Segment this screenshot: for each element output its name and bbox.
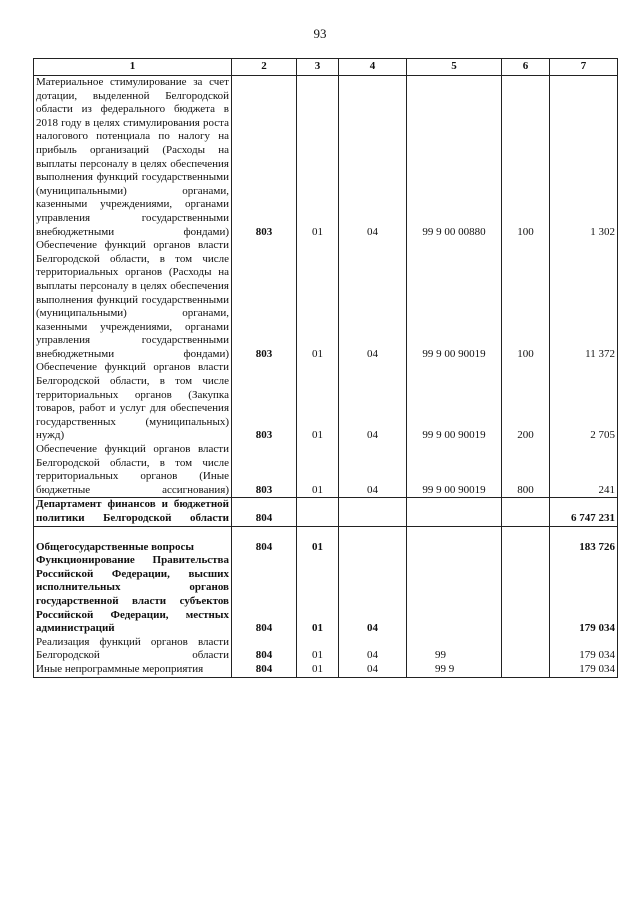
table-header-row — [34, 59, 618, 76]
table-row — [34, 663, 618, 677]
column-header: 3 — [297, 59, 339, 76]
cell-expense-type: 100 — [502, 239, 550, 361]
row-description: Материальное стимулирование за счет дотации, выделенной Белгородской области из федерального бюджета в 2018 году в целях стимулирования роста налогового потенциала по налогу на прибыль организаций (Расходы на выплаты персоналу в целях обеспечения выполнения функций государственными (муниципальными) органами, казенными учреждениями, органами управления государственными внебюджетными фондами) — [34, 76, 232, 240]
column-header: 4 — [339, 59, 407, 76]
table-row — [34, 541, 618, 555]
cell-target-article: 99 9 00 90019 — [407, 361, 502, 443]
cell-admin-code: 803 — [232, 361, 297, 443]
cell-target-article: 99 — [407, 636, 502, 663]
row-description: Иные непрограммные мероприятия — [34, 663, 232, 677]
cell-target-article: 99 9 00 90019 — [407, 239, 502, 361]
cell-expense-type: 100 — [502, 76, 550, 240]
spacer-row — [34, 526, 618, 541]
column-header: 5 — [407, 59, 502, 76]
cell-expense-type — [502, 663, 550, 677]
row-description: Функционирование Правительства Российской Федерации, высших исполнительных органов государственной власти субъектов Российской Федерации, местных администраций — [34, 554, 232, 636]
cell-expense-type — [502, 636, 550, 663]
column-header: 7 — [550, 59, 618, 76]
table-row — [34, 554, 618, 636]
cell-amount: 2 705 — [550, 361, 618, 443]
cell-expense-type — [502, 554, 550, 636]
cell-admin-code: 804 — [232, 554, 297, 636]
budget-table — [33, 58, 618, 678]
cell-target-article — [407, 498, 502, 526]
cell-admin-code: 803 — [232, 239, 297, 361]
row-description: Обеспечение функций органов власти Белгородской области, в том числе территориальных органов (Иные бюджетные ассигнования) — [34, 443, 232, 498]
table-row — [34, 361, 618, 443]
cell-amount: 183 726 — [550, 541, 618, 555]
cell-section: 01 — [297, 239, 339, 361]
cell-section: 01 — [297, 361, 339, 443]
cell-section: 01 — [297, 76, 339, 240]
cell-target-article: 99 9 — [407, 663, 502, 677]
cell-amount: 179 034 — [550, 554, 618, 636]
cell-admin-code: 804 — [232, 498, 297, 526]
column-header: 6 — [502, 59, 550, 76]
cell-subsection: 04 — [339, 663, 407, 677]
cell-expense-type — [502, 498, 550, 526]
cell-target-article — [407, 554, 502, 636]
cell-section: 01 — [297, 663, 339, 677]
cell-section: 01 — [297, 554, 339, 636]
cell-expense-type — [502, 541, 550, 555]
cell-subsection — [339, 498, 407, 526]
cell-target-article — [407, 541, 502, 555]
table-row — [34, 498, 618, 526]
cell-admin-code: 804 — [232, 541, 297, 555]
row-description: Обеспечение функций органов власти Белгородской области, в том числе территориальных органов (Расходы на выплаты персоналу в целях обеспечения выполнения функций государственными (муниципальными) органами, казенными учреждениями, органами управления государственными внебюджетными фондами) — [34, 239, 232, 361]
cell-amount: 1 302 — [550, 76, 618, 240]
cell-section: 01 — [297, 443, 339, 498]
table-row — [34, 636, 618, 663]
cell-amount: 6 747 231 — [550, 498, 618, 526]
cell-subsection: 04 — [339, 76, 407, 240]
cell-subsection — [339, 541, 407, 555]
column-header: 1 — [34, 59, 232, 76]
cell-subsection: 04 — [339, 636, 407, 663]
cell-subsection: 04 — [339, 239, 407, 361]
cell-admin-code: 804 — [232, 636, 297, 663]
cell-target-article: 99 9 00 90019 — [407, 443, 502, 498]
page-number: 93 — [313, 26, 327, 41]
row-description: Департамент финансов и бюджетной политики Белгородской области — [34, 498, 232, 526]
table-row — [34, 443, 618, 498]
row-description: Реализация функций органов власти Белгородской области — [34, 636, 232, 663]
cell-amount: 179 034 — [550, 636, 618, 663]
row-description: Обеспечение функций органов власти Белгородской области, в том числе территориальных органов (Закупка товаров, работ и услуг для обеспечения государственных (муниципальных) нужд) — [34, 361, 232, 443]
row-description: Общегосударственные вопросы — [34, 541, 232, 555]
cell-admin-code: 803 — [232, 76, 297, 240]
cell-section — [297, 498, 339, 526]
cell-subsection: 04 — [339, 443, 407, 498]
cell-section: 01 — [297, 541, 339, 555]
cell-admin-code: 803 — [232, 443, 297, 498]
table-row — [34, 76, 618, 240]
cell-admin-code: 804 — [232, 663, 297, 677]
cell-section: 01 — [297, 636, 339, 663]
cell-amount: 11 372 — [550, 239, 618, 361]
cell-amount: 179 034 — [550, 663, 618, 677]
cell-target-article: 99 9 00 00880 — [407, 76, 502, 240]
table-row — [34, 239, 618, 361]
cell-amount: 241 — [550, 443, 618, 498]
column-header: 2 — [232, 59, 297, 76]
cell-expense-type: 200 — [502, 361, 550, 443]
cell-subsection: 04 — [339, 554, 407, 636]
cell-expense-type: 800 — [502, 443, 550, 498]
cell-subsection: 04 — [339, 361, 407, 443]
